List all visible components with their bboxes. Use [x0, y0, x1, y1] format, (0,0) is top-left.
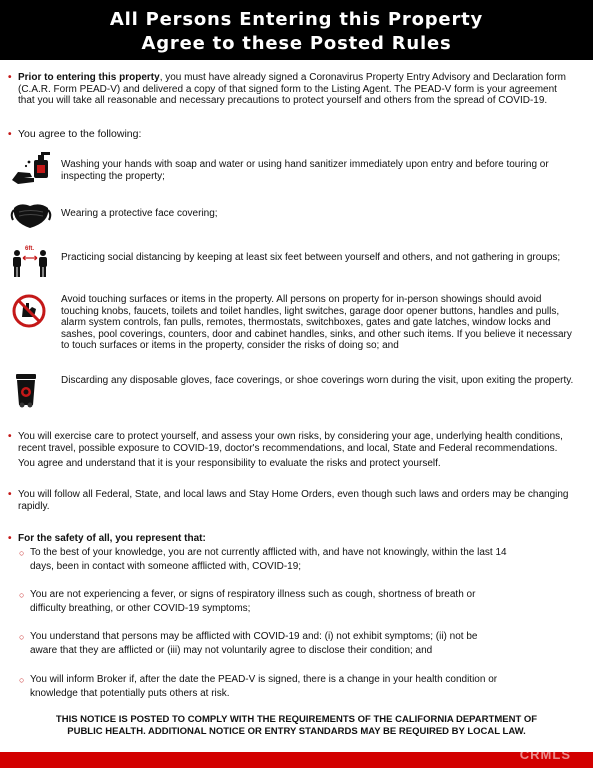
poster-header [0, 0, 593, 60]
safety-heading: • For the safety of all, you represent that: [8, 533, 206, 544]
distance-label: 6ft. [25, 246, 34, 252]
representation-item: ○ To the best of your knowledge, you are not currently afflicted with, and have not knowingly, within the last 14 days, been in contact with someone afflicted with, COVID-19; [19, 547, 507, 572]
care-line-1: You will exercise care to protect yourself, and assess your own risks, by considering your age, underlying health conditions, recent travel, possible exposure to COVID-19, doctor's recommendations, and local, State and Federal recommendations. [18, 431, 563, 454]
representation-item: ○ You will inform Broker if, after the date the PEAD-V is signed, there is a change in your health condition or knowledge that potentially puts others at risk. [19, 674, 498, 699]
header-line-2: Agree to these Posted Rules [141, 33, 452, 54]
care-line-2: You agree and understand that it is your responsibility to evaluate the risks and protect yourself. [18, 458, 441, 469]
circle-bullet-icon: ○ [19, 548, 25, 558]
watermark: CRMLS [519, 747, 571, 762]
trash-bin-icon [10, 372, 54, 412]
notice-line-2: PUBLIC HEALTH. ADDITIONAL NOTICE OR ENTRY STANDARDS MAY BE REQUIRED BY LOCAL LAW. [67, 726, 526, 737]
circle-bullet-icon: ○ [19, 675, 25, 685]
intro-text: , you must have already signed a Coronavirus Property Entry Advisory and Declaration form (C.A.R. Form PEAD-V) and delivered a copy of that signed form to the Listing Agent. The PEAD-V form is your agreement that you will take all reasonable and necessary precautions to protect yourself and others from the spread of COVID-19. [18, 72, 566, 106]
rule-text: Washing your hands with soap and water or using hand sanitizer immediately upon entry and before touring or inspecting the property; [61, 159, 549, 182]
circle-bullet-icon: ○ [19, 590, 25, 600]
rule-text: Practicing social distancing by keeping at least six feet between yourself and others, and not gathering in groups; [61, 252, 561, 263]
bullet-icon: • [8, 431, 12, 442]
legal-notice [20, 714, 573, 738]
rule-text: Discarding any disposable gloves, face coverings, or shoe coverings worn during the visit, upon exiting the property. [61, 375, 574, 386]
laws-paragraph: • You will follow all Federal, State, and local laws and Stay Home Orders, even though such laws and orders may be changing rapidly. [8, 489, 569, 512]
footer-bar [0, 752, 593, 768]
rule-text: Wearing a protective face covering; [61, 208, 218, 219]
care-paragraph [8, 431, 574, 470]
circle-bullet-icon: ○ [19, 632, 25, 642]
notice-line-1: THIS NOTICE IS POSTED TO COMPLY WITH THE REQUIREMENTS OF THE CALIFORNIA DEPARTMENT OF [55, 714, 538, 725]
social-distancing-icon [10, 245, 54, 285]
bullet-icon: • [8, 533, 12, 544]
face-mask-icon [10, 200, 54, 240]
bullet-icon: • [8, 72, 12, 83]
bullet-icon: • [8, 489, 12, 500]
no-touch-icon [10, 293, 54, 333]
intro-paragraph [8, 72, 574, 107]
hand-sanitizer-icon [10, 152, 54, 192]
rule-text: Avoid touching surfaces or items in the property. All persons on property for in-person showings should avoid touching knobs, faucets, toilets and toilet handles, light switches, garage door opener buttons, handles and pulls, alarm system controls, fan pulls, remotes, thermostats, switchboxes, gates and gate latches, window locks and sashes, pool coverings, counters, door and cabinet handles, sinks, and other such items. If you believe it necessary to touch surfaces or items in the property, consider the risks of doing so; and [61, 294, 572, 351]
intro-bold: Prior to entering this property [18, 72, 160, 83]
representation-item: ○ You are not experiencing a fever, or signs of respiratory illness such as cough, shortness of breath or difficulty breathing, or other COVID-19 symptoms; [19, 589, 476, 614]
agree-heading: • You agree to the following: [8, 128, 142, 140]
representation-item: ○ You understand that persons may be afflicted with COVID-19 and: (i) not exhibit symptoms; (ii) not be aware that they are afflicted or (iii) may not voluntarily agree to disclose their condition; and [19, 631, 478, 656]
header-line-1: All Persons Entering this Property [109, 9, 484, 30]
bullet-icon: • [8, 129, 12, 140]
